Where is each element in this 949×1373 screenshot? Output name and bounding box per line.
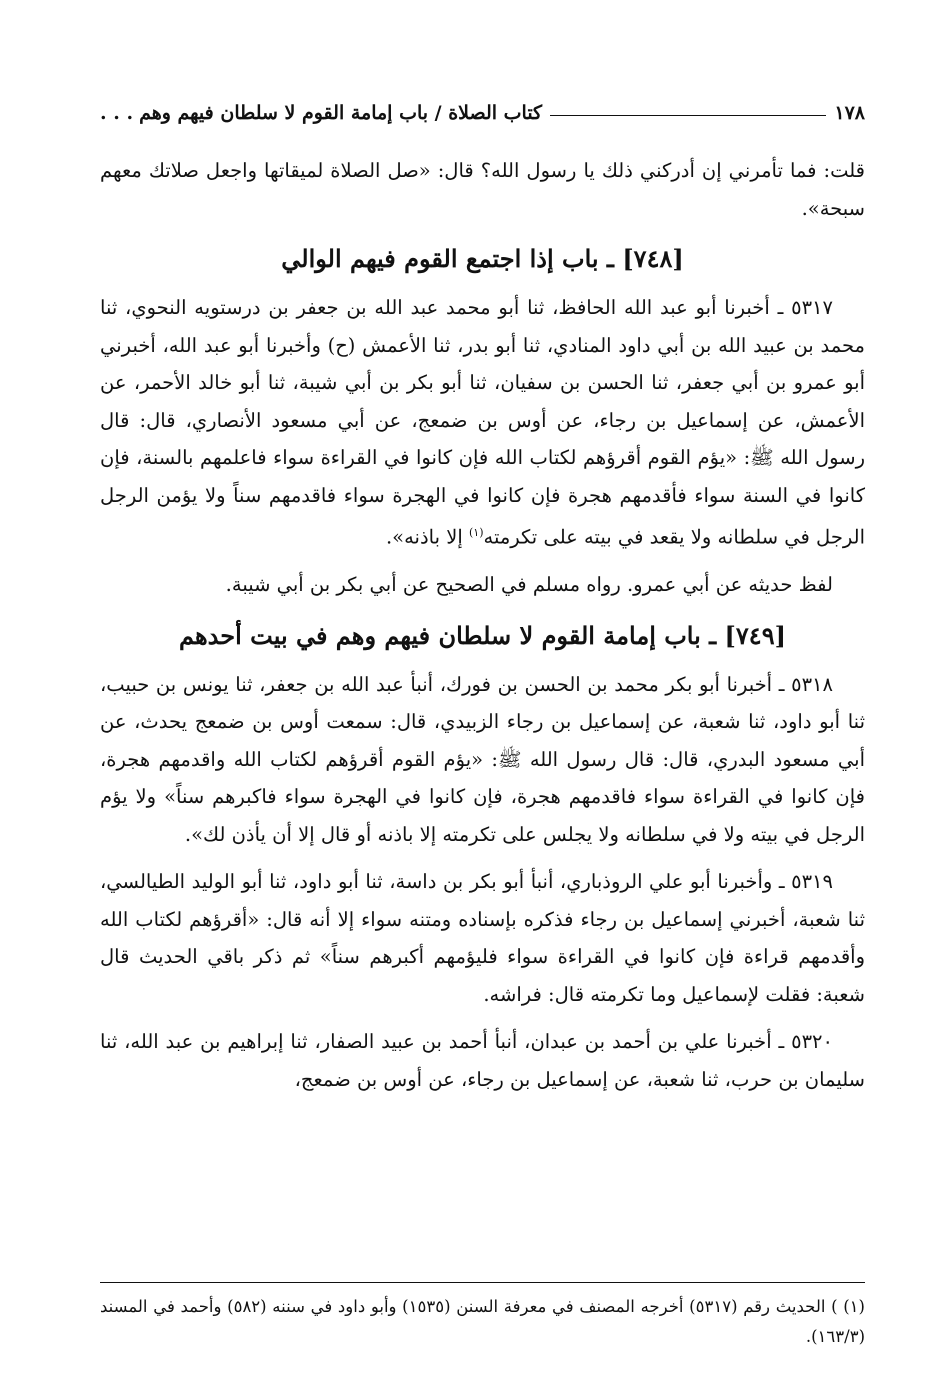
book-page — [100, 86, 865, 1346]
hadith-5317-end: إلا باذنه». — [385, 525, 463, 549]
hadith-5318: ٥٣١٨ ـ أخبرنا أبو بكر محمد بن الحسن بن فورك، أنبأ عبد الله بن جعفر، ثنا يونس بن حبيب، ثنا أبو داود، ثنا شعبة، عن إسماعيل بن رجاء الزبيدي، قال: سمعت أوس بن ضمعج يحدث، عن أبي مسعود البدري، قال: قال رسول الله ﷺ: «يؤم القوم أقرؤهم لكتاب الله واقدمهم هجرة، فإن كانوا في القراءة سواء فاقدمهم هجرة، فإن كانوا في الهجرة سواء فاكبرهم سناً» ولا يؤم الرجل في بيته ولا في سلطانه ولا يجلس على تكرمته إلا باذنه أو قال إلا أن يأذن لك». — [100, 672, 865, 846]
paragraph-continuation: قلت: فما تأمرني إن أدركني ذلك يا رسول الله؟ قال: «صل الصلاة لميقاتها واجعل صلاتك معهم سبحة». — [100, 159, 865, 220]
hadith-5317-text: ٥٣١٧ ـ أخبرنا أبو عبد الله الحافظ، ثنا أبو محمد عبد الله بن جعفر بن درستويه النحوي، ثنا محمد بن عبيد الله بن أبي داود المنادي، ثنا أبو بدر، ثنا الأعمش (ح) وأخبرنا أبو عبد الله، أخبرني أبو عمرو بن أبي جعفر، ثنا الحسن بن سفيان، ثنا أبو بكر بن أبي شيبة، ثنا أبو خالد الأحمر، عن الأعمش، عن إسماعيل بن رجاء، عن أوس بن ضمعج، عن أبي مسعود الأنصاري، قال: قال رسول الله ﷺ: «يؤم القوم أقرؤهم لكتاب الله فإن كانوا في القراءة سواء فاعلمهم بالسنة، فإن كانوا في السنة سواء فأقدمهم هجرة فإن كانوا في الهجرة سواء فاقدمهم سناً ولا يؤمن الرجل الرجل في سلطانه ولا يقعد في بيته على تكرمته — [100, 296, 865, 549]
main-text — [100, 152, 865, 1098]
running-title: كتاب الصلاة / باب إمامة القوم لا سلطان فيهم وهم — [139, 102, 543, 124]
chapter-heading-748: [٧٤٨] ـ باب إذا اجتمع القوم فيهم الوالي — [281, 244, 684, 273]
hadith-5319: ٥٣١٩ ـ وأخبرنا أبو علي الروذباري، أنبأ أبو بكر بن داسة، ثنا أبو داود، ثنا أبو الوليد الطيالسي، ثنا شعبة، أخبرني إسماعيل بن رجاء فذكره بإسناده ومتنه سواء إلا أنه قال: «أقرؤهم لكتاب الله وأقدمهم قراءة فإن كانوا في القراءة سواء فليؤمهم أكبرهم سناً» ثم ذكر باقي الحديث قال شعبة: فقلت لإسماعيل وما تكرمته قال: فراشه. — [100, 870, 865, 1006]
hadith-5320: ٥٣٢٠ ـ أخبرنا علي بن أحمد بن عبدان، أنبأ أحمد بن عبيد الصفار، ثنا إبراهيم بن عبد الله، ثنا سليمان بن حرب، ثنا شعبة، عن إسماعيل بن رجاء، عن أوس بن ضمعج، — [100, 1030, 865, 1091]
chapter-heading-749: [٧٤٩] ـ باب إمامة القوم لا سلطان فيهم وهم في بيت أحدهم — [179, 620, 786, 650]
footnote-separator — [100, 1282, 865, 1283]
running-title-ellipsis: . . . — [100, 102, 134, 124]
running-header — [100, 86, 865, 126]
hadith-5317 — [100, 289, 865, 556]
footnote: (١) ) الحديث رقم (٥٣١٧) أخرجه المصنف في معرفة السنن (١٥٣٥) وأبو داود في سننه (٥٨٢) وأحمد في المسند (١٦٣/٣). — [100, 1297, 865, 1346]
page-number: ١٧٨ — [834, 102, 865, 124]
hadith-5317-comment: لفظ حديثه عن أبي عمرو. رواه مسلم في الصحيح عن أبي بكر بن أبي شيبة. — [225, 573, 833, 596]
footnote-marker: (١) — [468, 526, 484, 539]
header-rule — [550, 115, 826, 116]
